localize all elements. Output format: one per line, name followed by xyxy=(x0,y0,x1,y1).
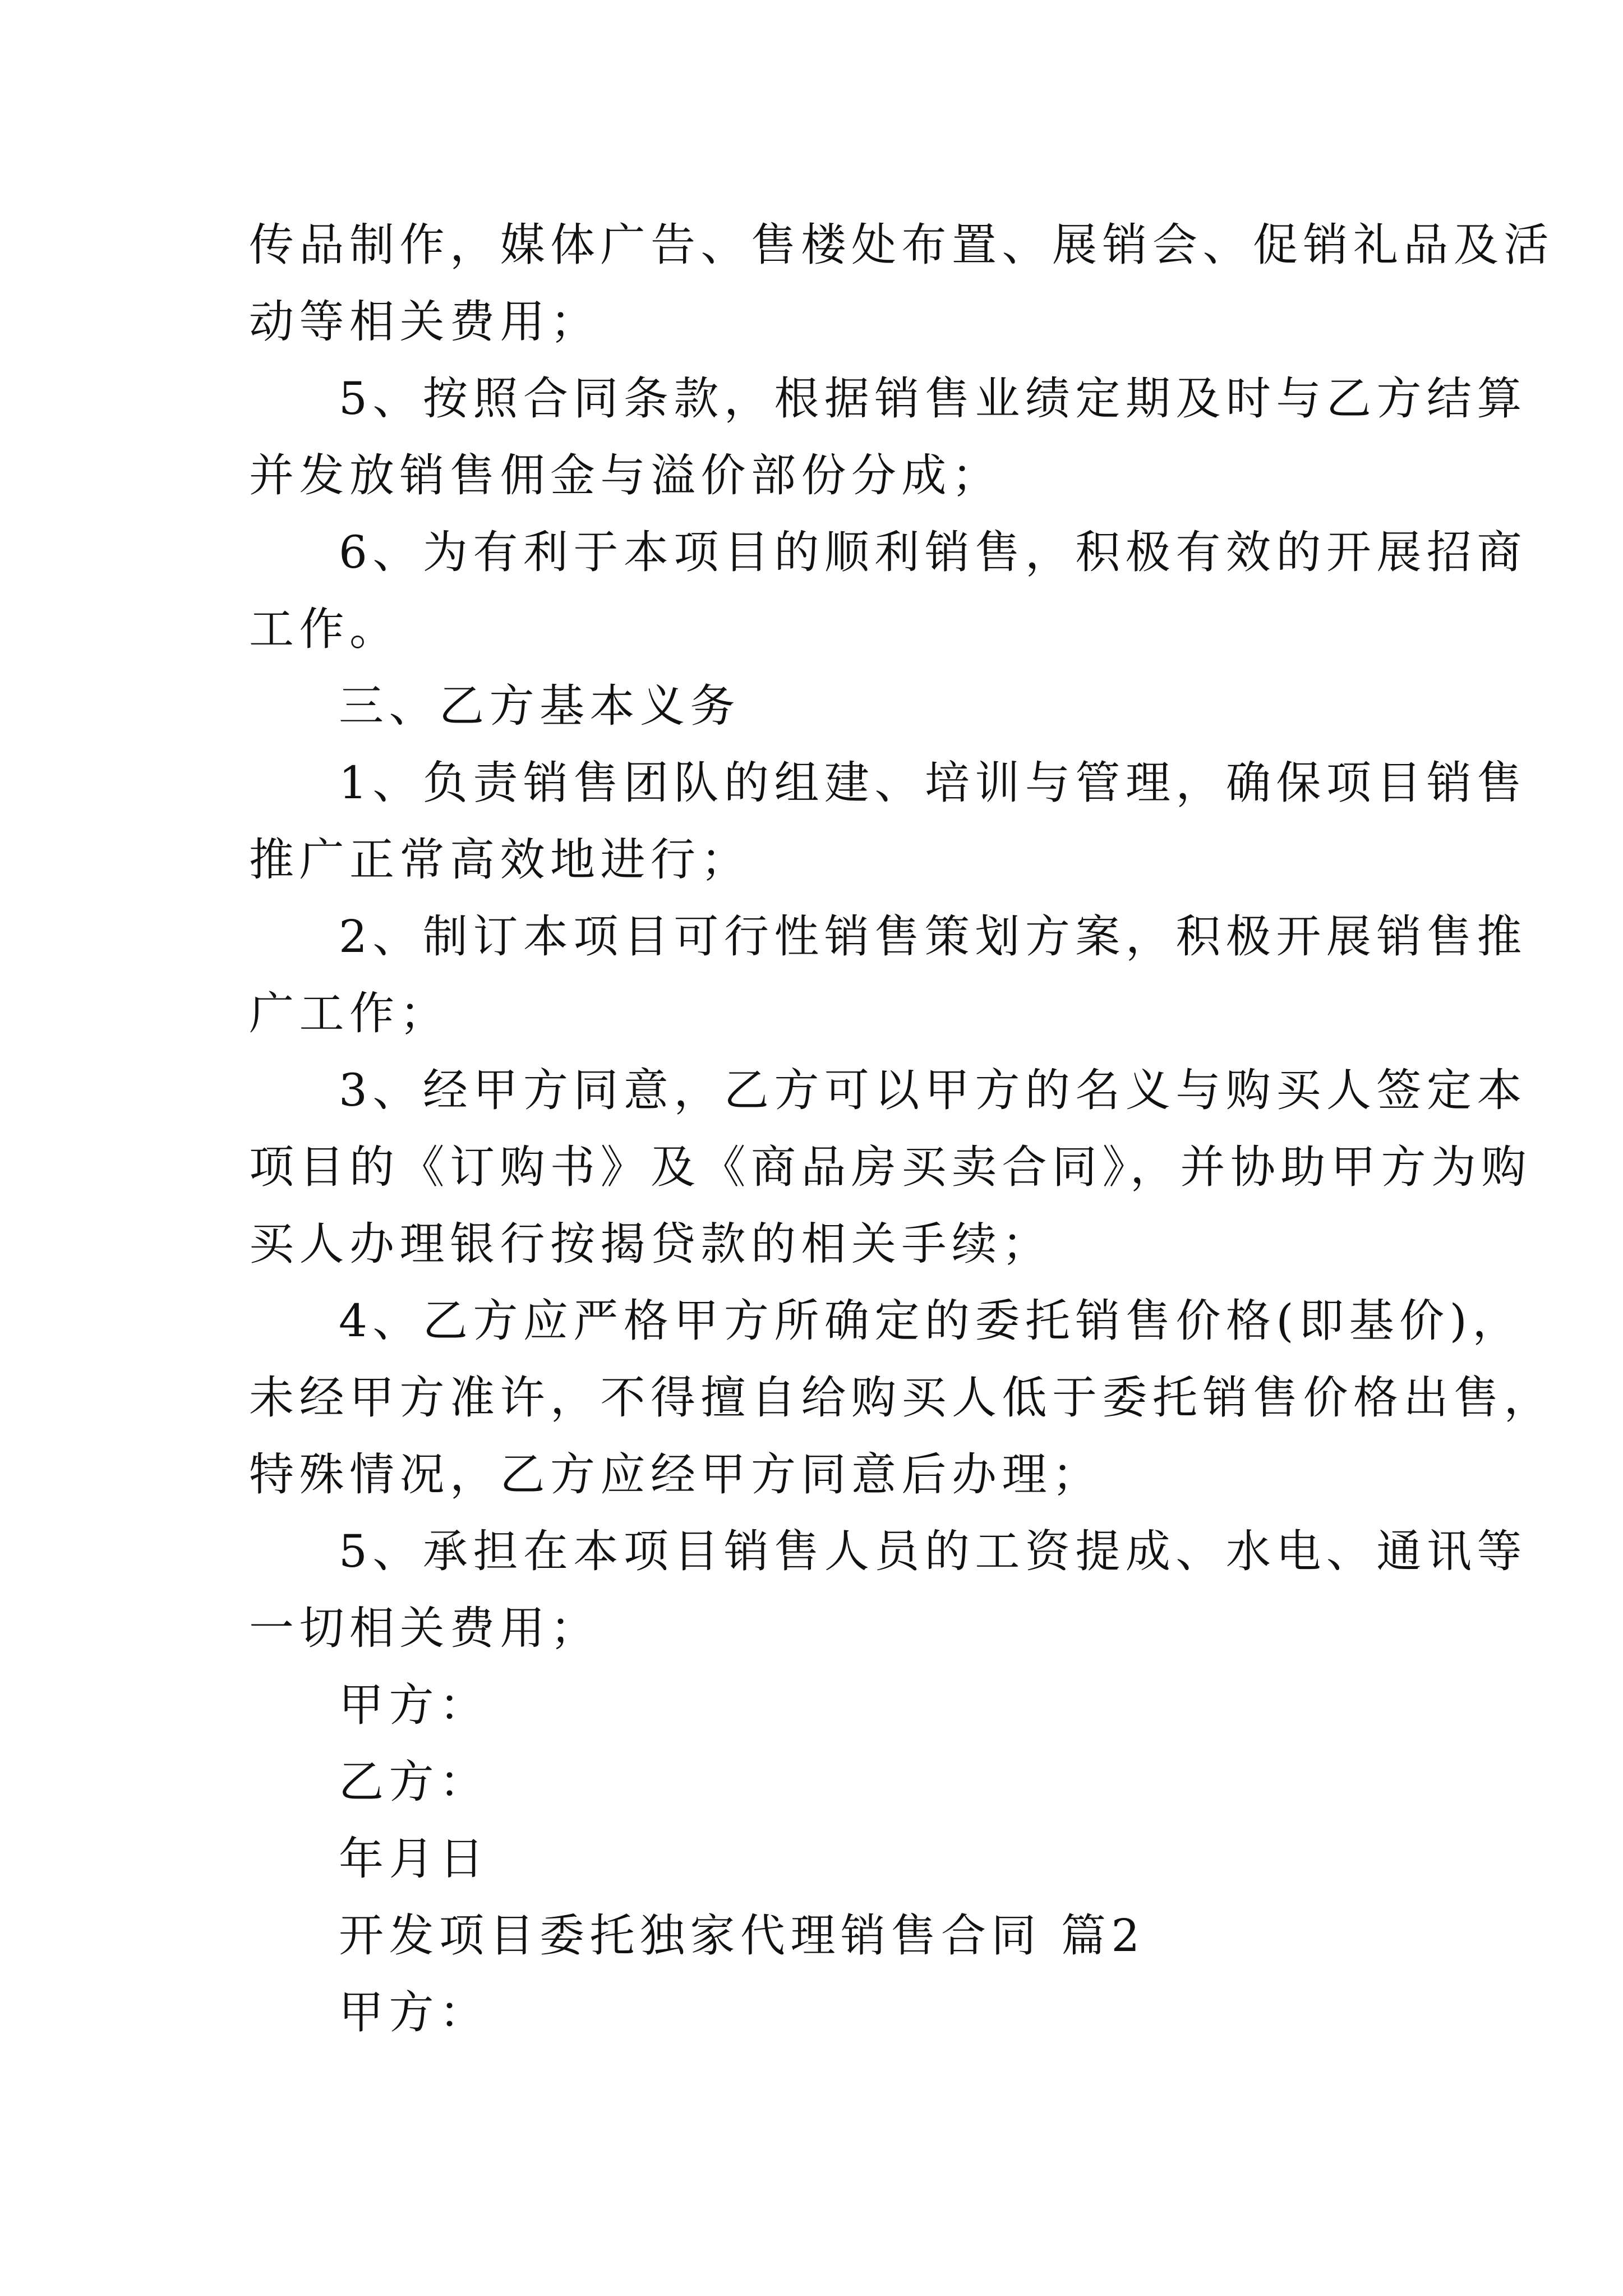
text-line: 工作。 xyxy=(249,603,400,655)
text-line: 项目的《订购书》及《商品房买卖合同》，并协助甲方为购 xyxy=(249,1141,1532,1193)
party-a-label: 甲方： xyxy=(339,1679,490,1731)
document-body xyxy=(249,206,1554,2051)
text-line: 传品制作，媒体广告、售楼处布置、展销会、促销礼品及活 xyxy=(249,219,1554,271)
text-line: 动等相关费用； xyxy=(249,296,601,348)
text-line: 特殊情况，乙方应经甲方同意后办理； xyxy=(249,1448,1103,1501)
text-line: 4、乙方应严格甲方所确定的委托销售价格(即基价)， xyxy=(339,1295,1523,1347)
party-a-label: 甲方： xyxy=(339,1986,490,2039)
text-line: 5、承担在本项目销售人员的工资提成、水电、通讯等 xyxy=(339,1525,1527,1577)
text-line: 广工作； xyxy=(249,987,450,1039)
text-line: 一切相关费用； xyxy=(249,1602,601,1654)
contract-title: 开发项目委托独家代理销售合同 篇2 xyxy=(339,1910,1145,1962)
text-line: 买人办理银行按揭贷款的相关手续； xyxy=(249,1218,1052,1270)
party-b-label: 乙方： xyxy=(339,1756,490,1808)
date-label: 年月日 xyxy=(339,1833,490,1885)
text-line: 推广正常高效地进行； xyxy=(249,834,751,886)
text-line: 1、负责销售团队的组建、培训与管理，确保项目销售 xyxy=(339,757,1527,809)
text-line: 未经甲方准许，不得擅自给购买人低于委托销售价格出售， xyxy=(249,1372,1554,1424)
section-heading: 三、乙方基本义务 xyxy=(339,680,740,732)
text-line: 3、经甲方同意，乙方可以甲方的名义与购买人签定本 xyxy=(339,1064,1527,1116)
text-line: 并发放销售佣金与溢价部份分成； xyxy=(249,449,1002,501)
text-line: 2、制订本项目可行性销售策划方案，积极开展销售推 xyxy=(339,910,1527,963)
text-line: 5、按照合同条款，根据销售业绩定期及时与乙方结算 xyxy=(339,372,1527,425)
text-line: 6、为有利于本项目的顺利销售，积极有效的开展招商 xyxy=(339,526,1527,578)
